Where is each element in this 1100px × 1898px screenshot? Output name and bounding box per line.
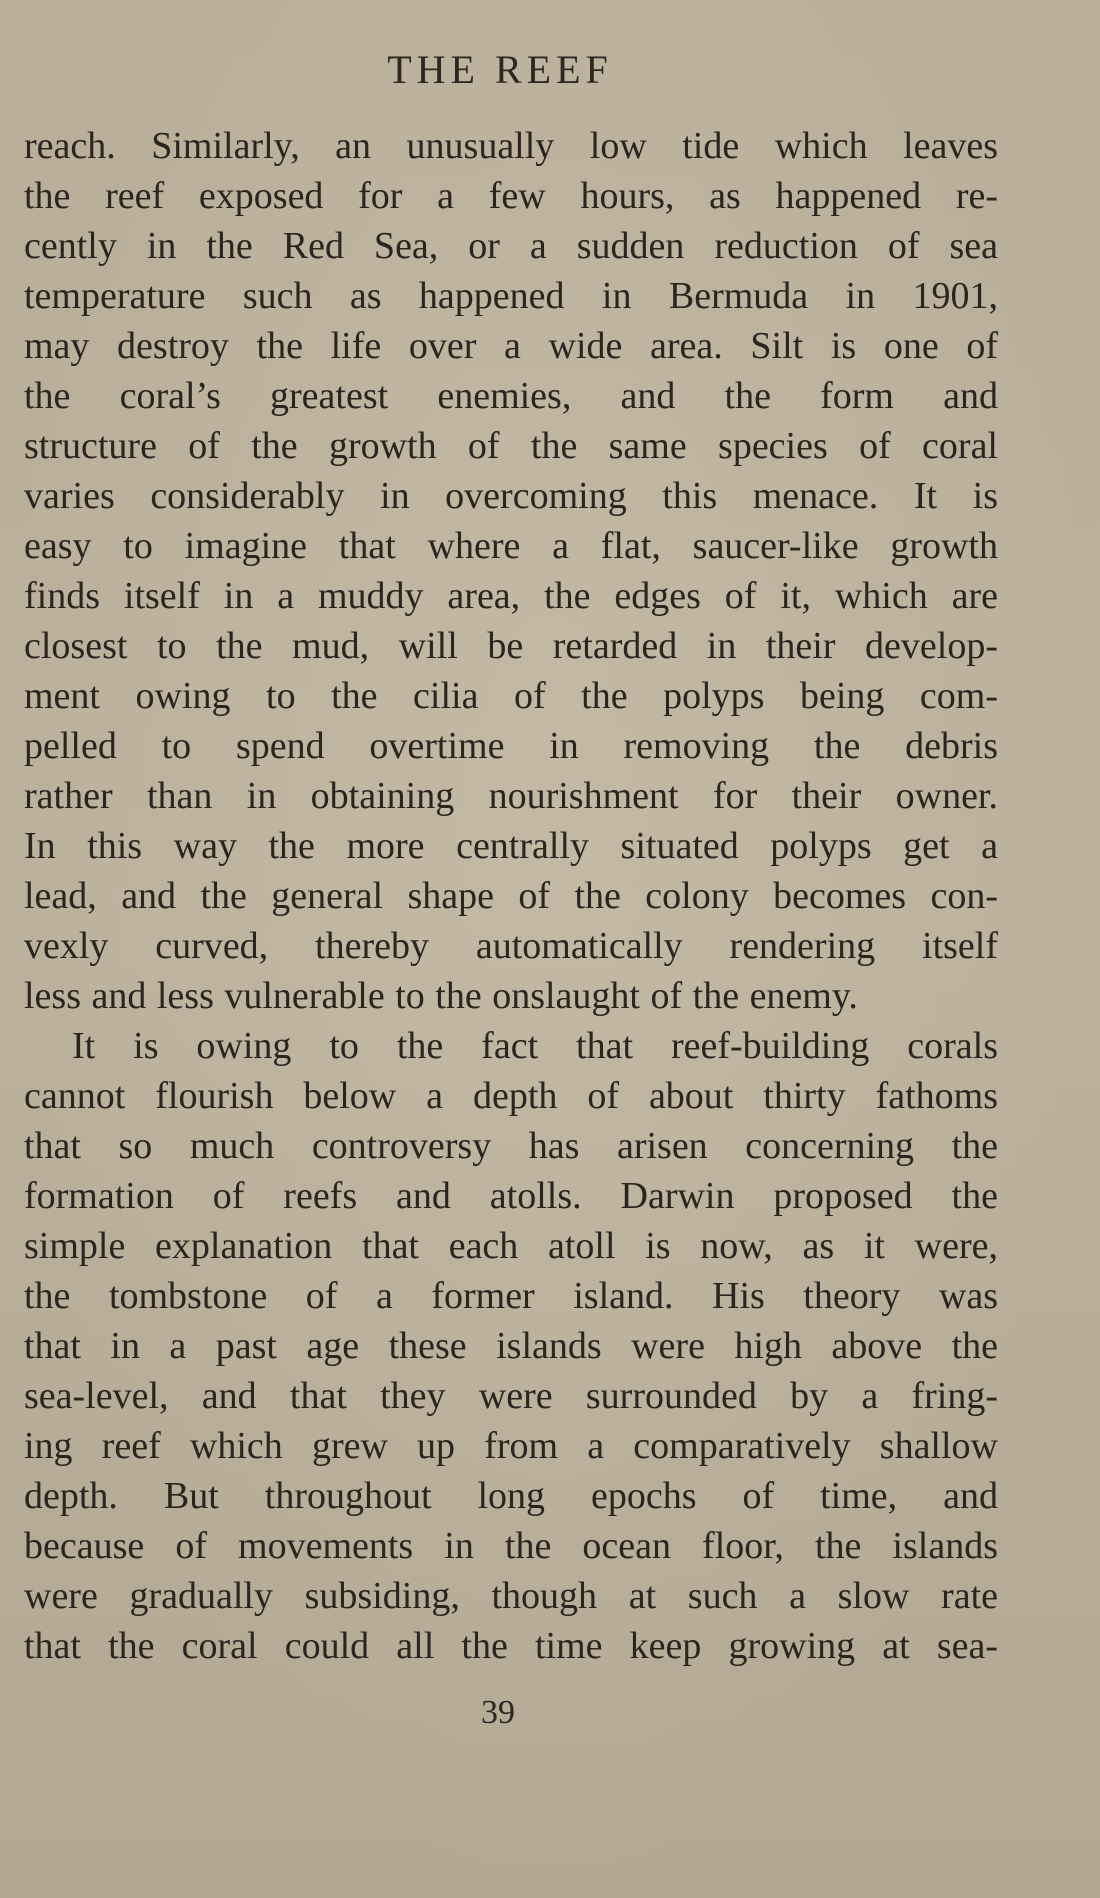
text-line: were gradually subsiding, though at such a slow rate — [24, 1575, 998, 1617]
text-line: temperature such as happened in Bermuda in 1901, — [24, 275, 998, 317]
text-line: that in a past age these islands were high above the — [24, 1325, 998, 1367]
text-line: cannot flourish below a depth of about thirty fathoms — [24, 1075, 998, 1117]
text-line: formation of reefs and atolls. Darwin proposed the — [24, 1175, 998, 1217]
text-line: may destroy the life over a wide area. Silt is one of — [24, 325, 998, 367]
paragraph-last-line: less and less vulnerable to the onslaught of the enemy. — [24, 975, 858, 1017]
text-line: that the coral could all the time keep growing at sea- — [24, 1625, 998, 1667]
page-number: 39 — [481, 1694, 515, 1731]
running-head: THE REEF — [387, 47, 613, 92]
text-line: sea-level, and that they were surrounded by a fring- — [24, 1375, 998, 1417]
text-line: rather than in obtaining nourishment for their owner. — [24, 775, 998, 817]
text-line: ing reef which grew up from a comparatively shallow — [24, 1425, 998, 1467]
text-line: the coral’s greatest enemies, and the form and — [24, 375, 998, 417]
text-line: the tombstone of a former island. His theory was — [24, 1275, 998, 1317]
text-line: cently in the Red Sea, or a sudden reduction of sea — [24, 225, 998, 267]
text-line: structure of the growth of the same species of coral — [24, 425, 998, 467]
text-line: depth. But throughout long epochs of time, and — [24, 1475, 998, 1517]
text-line: In this way the more centrally situated polyps get a — [24, 825, 998, 867]
text-line: ment owing to the cilia of the polyps being com- — [24, 675, 998, 717]
text-line: easy to imagine that where a flat, saucer-like growth — [24, 525, 998, 567]
text-line: closest to the mud, will be retarded in their develop- — [24, 625, 998, 667]
text-line: finds itself in a muddy area, the edges of it, which are — [24, 575, 998, 617]
text-line: the reef exposed for a few hours, as happened re- — [24, 175, 998, 217]
text-line: lead, and the general shape of the colony becomes con- — [24, 875, 998, 917]
text-line: simple explanation that each atoll is now, as it were, — [24, 1225, 998, 1267]
paragraph-first-line: It is owing to the fact that reef-building corals — [72, 1025, 998, 1067]
text-line: reach. Similarly, an unusually low tide which leaves — [24, 125, 998, 167]
text-line: that so much controversy has arisen concerning the — [24, 1125, 998, 1167]
text-line: varies considerably in overcoming this menace. It is — [24, 475, 998, 517]
text-line: because of movements in the ocean floor, the islands — [24, 1525, 998, 1567]
text-line: vexly curved, thereby automatically rendering itself — [24, 925, 998, 967]
text-line: pelled to spend overtime in removing the debris — [24, 725, 998, 767]
body-text — [24, 121, 998, 1671]
